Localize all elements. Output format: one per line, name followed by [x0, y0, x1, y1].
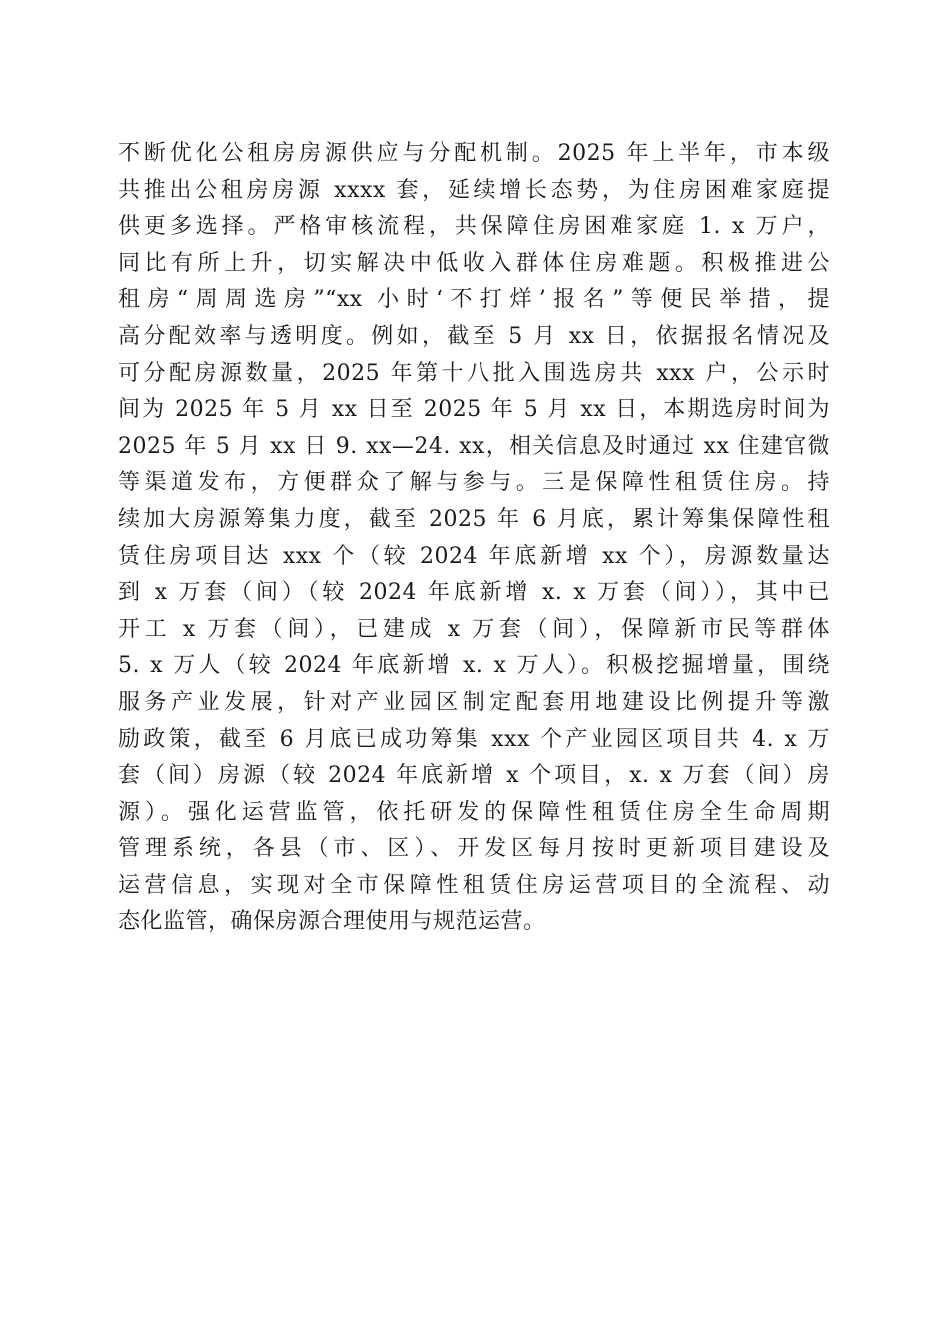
- text-line: 2025 年 5 月 xx 日 9. xx—24. xx，相关信息及时通过 xx 住建官微: [118, 433, 830, 459]
- text-line: 源）。强化运营监管，依托研发的保障性租赁住房全生命周期: [118, 799, 830, 825]
- text-line: 等渠道发布，方便群众了解与参与。三是保障性租赁住房。持: [118, 470, 830, 496]
- text-line: 共推出公租房房源 xxxx 套，延续增长态势，为住房困难家庭提: [118, 177, 830, 203]
- text-line: 高分配效率与透明度。例如，截至 5 月 xx 日，依据报名情况及: [118, 323, 830, 349]
- text-line: 赁住房项目达 xxx 个（较 2024 年底新增 xx 个），房源数量达: [118, 543, 830, 569]
- text-line: 运营信息，实现对全市保障性租赁住房运营项目的全流程、动: [118, 872, 830, 898]
- text-line: 服务产业发展，针对产业园区制定配套用地建设比例提升等激: [118, 689, 830, 715]
- body-paragraph: [118, 136, 830, 941]
- text-line: 套（间）房源（较 2024 年底新增 x 个项目，x. x 万套（间）房: [118, 763, 830, 789]
- text-line: 到 x 万套（间）（较 2024 年底新增 x. x 万套（间）），其中已: [118, 580, 830, 606]
- text-line: 续加大房源筹集力度，截至 2025 年 6 月底，累计筹集保障性租: [118, 506, 830, 532]
- text-line: 态化监管，确保房源合理使用与规范运营。: [118, 909, 546, 935]
- text-line: 5. x 万人（较 2024 年底新增 x. x 万人）。积极挖掘增量，围绕: [118, 653, 830, 679]
- text-line: 管理系统，各县（市、区）、开发区每月按时更新项目建设及: [118, 836, 830, 862]
- text-line: 间为 2025 年 5 月 xx 日至 2025 年 5 月 xx 日，本期选房时间为: [118, 397, 830, 423]
- text-line: 不断优化公租房房源供应与分配机制。2025 年上半年，市本级: [118, 141, 830, 166]
- text-line: 租房“周周选房”“xx 小时‘不打烊’报名”等便民举措，提: [118, 287, 830, 313]
- text-line: 同比有所上升，切实解决中低收入群体住房难题。积极推进公: [118, 250, 830, 276]
- text-line: 供更多选择。严格审核流程，共保障住房困难家庭 1. x 万户，: [118, 214, 830, 240]
- text-line: 开工 x 万套（间），已建成 x 万套（间），保障新市民等群体: [118, 616, 830, 642]
- text-line: 励政策，截至 6 月底已成功筹集 xxx 个产业园区项目共 4. x 万: [118, 726, 830, 752]
- text-line: 可分配房源数量，2025 年第十八批入围选房共 xxx 户，公示时: [118, 360, 830, 386]
